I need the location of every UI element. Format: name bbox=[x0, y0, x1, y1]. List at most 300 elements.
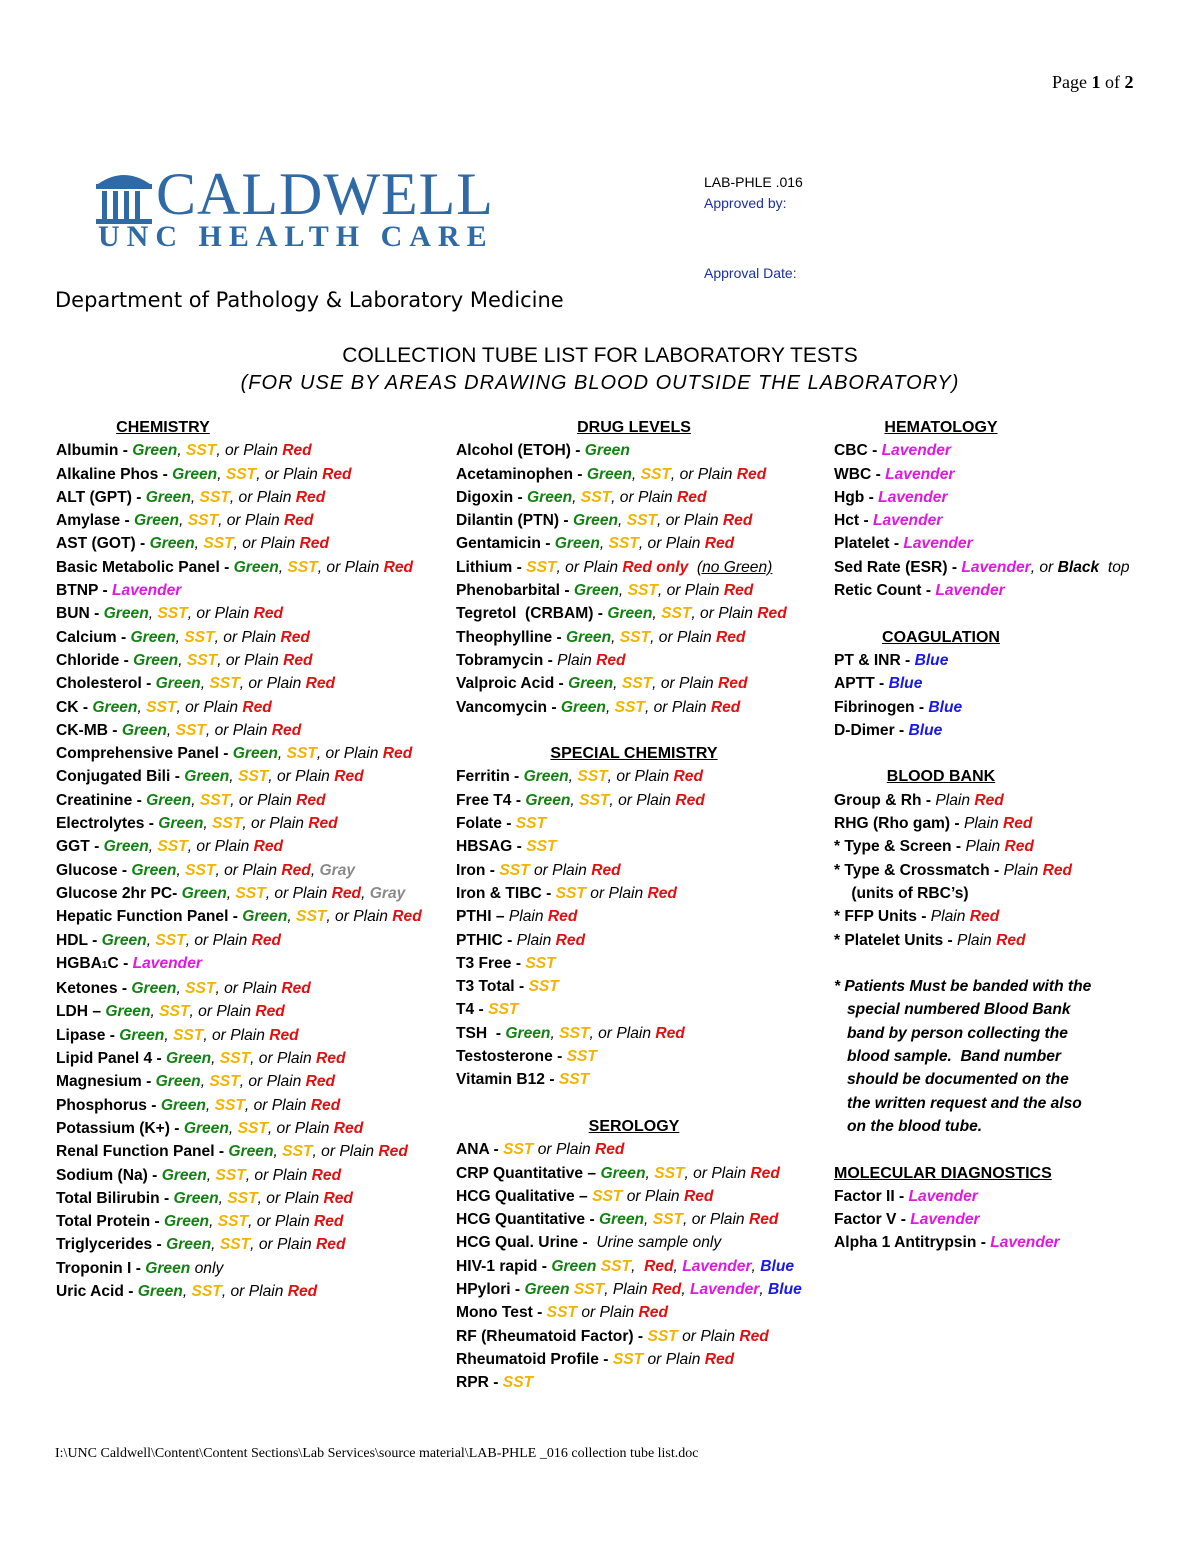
tube-plain: or bbox=[529, 861, 553, 879]
tube-sst: SST bbox=[296, 908, 327, 926]
tube-plain: , or bbox=[248, 1213, 275, 1231]
separator: - bbox=[135, 535, 150, 553]
test-name: * Platelet Units bbox=[834, 931, 944, 949]
tube-punct: , bbox=[218, 1189, 228, 1207]
test-row bbox=[56, 1233, 456, 1256]
test-name: Glucose bbox=[56, 861, 118, 879]
tube-plain: , or bbox=[217, 651, 245, 669]
tube-plain: Plain bbox=[671, 698, 711, 716]
tube-sst: SST bbox=[187, 512, 219, 530]
tube-green: Green bbox=[105, 1003, 151, 1021]
separator: - bbox=[131, 1259, 146, 1277]
separator: - bbox=[214, 1143, 229, 1161]
tube-green: Green bbox=[155, 1073, 201, 1091]
test-row bbox=[834, 812, 1174, 835]
test-row bbox=[456, 1068, 826, 1091]
tube-red: Red bbox=[269, 1026, 299, 1044]
tube-plain: Plain bbox=[963, 815, 1003, 833]
test-name: Acetaminophen bbox=[456, 465, 573, 483]
tube-sst: SST bbox=[282, 1143, 313, 1161]
separator: - bbox=[78, 698, 93, 716]
test-name: PTHI bbox=[456, 908, 492, 926]
tube-plain: , or bbox=[267, 1119, 295, 1137]
blood-bank-note-line: blood sample. Band number bbox=[834, 1048, 1062, 1066]
tube-red: Red bbox=[677, 488, 707, 506]
tube-punct: , bbox=[572, 488, 581, 506]
test-row bbox=[56, 463, 456, 486]
section-spacer bbox=[834, 742, 1174, 765]
tube-plain: Plain bbox=[583, 558, 623, 576]
tube-punct: , bbox=[178, 651, 187, 669]
tube-green: Green bbox=[145, 1259, 191, 1277]
test-name: HCG Quantitative bbox=[456, 1211, 586, 1229]
test-name: Chloride bbox=[56, 651, 120, 669]
tube-plain: or bbox=[585, 884, 609, 902]
tube-red: Red bbox=[251, 931, 282, 949]
tube-punct: , bbox=[228, 1119, 238, 1137]
separator: - bbox=[559, 512, 573, 530]
tube-plain: , or bbox=[644, 698, 672, 716]
tube-punct: , bbox=[146, 931, 156, 949]
separator: - bbox=[947, 558, 962, 576]
tube-sst: SST bbox=[214, 1096, 245, 1114]
tube-plain: Plain bbox=[292, 884, 332, 902]
tube-red: Red bbox=[281, 861, 311, 879]
tube-plain: Plain bbox=[244, 651, 284, 669]
tube-plain: , or bbox=[239, 1073, 267, 1091]
tube-plain: , or bbox=[312, 1143, 340, 1161]
tube-green: Green bbox=[183, 1119, 229, 1137]
test-row bbox=[456, 1162, 826, 1185]
separator: - bbox=[172, 884, 182, 902]
test-name: Rheumatoid Profile bbox=[456, 1350, 599, 1368]
tube-sst: SST bbox=[286, 745, 317, 763]
test-row bbox=[56, 929, 456, 952]
tube-plain: , or bbox=[317, 558, 345, 576]
tube-plain: , or bbox=[316, 745, 344, 763]
tube-green: Green bbox=[181, 884, 227, 902]
test-name: * FFP Units bbox=[834, 908, 917, 926]
tube-sst: SST bbox=[209, 675, 240, 693]
tube-plain: Plain bbox=[266, 675, 306, 693]
tube-plain: Plain bbox=[665, 535, 705, 553]
test-row bbox=[456, 1185, 826, 1208]
tube-sst: SST bbox=[559, 1024, 590, 1042]
tube-sst: SST bbox=[227, 1189, 258, 1207]
separator: - bbox=[116, 628, 131, 646]
tube-plain: only bbox=[190, 1259, 224, 1277]
tube-sst: SST bbox=[199, 488, 230, 506]
tube-green: Green bbox=[525, 791, 571, 809]
test-name: WBC bbox=[834, 465, 872, 483]
test-name: Group & Rh bbox=[834, 791, 922, 809]
tube-red: Red bbox=[622, 558, 652, 576]
test-row bbox=[456, 1045, 826, 1068]
tube-plain: , or bbox=[229, 488, 257, 506]
tube-green: Green bbox=[103, 838, 149, 856]
tube-plain: Plain bbox=[232, 721, 272, 739]
test-name: T4 bbox=[456, 1001, 475, 1019]
separator: - bbox=[123, 1282, 138, 1300]
tube-red: Red bbox=[710, 698, 741, 716]
tube-red: Red bbox=[283, 651, 313, 669]
tube-punct: , bbox=[176, 980, 186, 998]
separator: - bbox=[512, 838, 527, 856]
separator: - bbox=[170, 768, 185, 786]
tube-green: Green bbox=[166, 1050, 212, 1068]
test-name: Electrolytes bbox=[56, 815, 145, 833]
tube-punct: , bbox=[681, 1280, 691, 1298]
separator: - bbox=[537, 1257, 552, 1275]
test-row bbox=[56, 1164, 456, 1187]
tube-sst: SST bbox=[546, 1304, 577, 1322]
tube-plain: , or bbox=[239, 675, 267, 693]
test-row bbox=[456, 812, 826, 835]
tube-plain: or bbox=[577, 1304, 600, 1322]
tube-plain: , or bbox=[650, 628, 677, 646]
tube-green: Green bbox=[232, 745, 278, 763]
tube-red: Red bbox=[313, 1213, 344, 1231]
tube-red: Red bbox=[255, 1003, 285, 1021]
tube-plain: Plain bbox=[242, 861, 282, 879]
tube-plain: Plain bbox=[935, 791, 975, 809]
building-icon bbox=[94, 168, 154, 226]
test-row bbox=[56, 696, 456, 719]
tube-punct: , bbox=[287, 908, 297, 926]
tube-plain: Plain bbox=[242, 980, 282, 998]
test-row bbox=[834, 929, 1174, 952]
test-name: T3 Total bbox=[456, 978, 515, 996]
tube-sst: SST bbox=[186, 651, 218, 669]
tube-sst: SST bbox=[652, 1211, 684, 1229]
separator: - bbox=[889, 535, 904, 553]
separator: - bbox=[554, 675, 569, 693]
tube-plain: Plain bbox=[616, 1024, 656, 1042]
separator: - bbox=[951, 838, 966, 856]
test-name: TSH bbox=[456, 1024, 492, 1042]
logo-subtitle: UNC HEALTH CARE bbox=[98, 220, 494, 253]
tube-plain: Plain bbox=[294, 1119, 334, 1137]
tube-punct: , bbox=[673, 1257, 683, 1275]
separator: - bbox=[859, 512, 873, 530]
tube-sst: SST bbox=[647, 1327, 678, 1345]
tube-red: Red bbox=[378, 1143, 408, 1161]
test-name: Basic Metabolic Panel bbox=[56, 558, 220, 576]
separator: - bbox=[864, 488, 879, 506]
tube-sst: SST bbox=[237, 768, 269, 786]
tube-red: Red bbox=[974, 791, 1004, 809]
tube-punct: , bbox=[229, 768, 238, 786]
test-row bbox=[456, 486, 826, 509]
tube-gray: Gray bbox=[319, 861, 356, 879]
test-row bbox=[456, 859, 826, 882]
tube-punct: , bbox=[759, 1280, 769, 1298]
tube-punct: , bbox=[570, 791, 580, 809]
tube-plain: Plain bbox=[248, 1282, 288, 1300]
separator: - bbox=[633, 1327, 648, 1345]
test-name: HGBA1C bbox=[56, 954, 119, 972]
test-name: HBSAG bbox=[456, 838, 513, 856]
tube-green: Green bbox=[568, 675, 614, 693]
test-name: PT & INR bbox=[834, 651, 901, 669]
tube-sst: SST bbox=[146, 698, 177, 716]
tube-plain: , or bbox=[265, 884, 293, 902]
test-name: HDL bbox=[56, 931, 88, 949]
tube-plain: Plain bbox=[711, 1164, 751, 1182]
tube-red: Red bbox=[969, 908, 1000, 926]
separator: - bbox=[89, 605, 104, 623]
tube-green: Green bbox=[551, 1257, 601, 1275]
test-name: Testosterone bbox=[456, 1048, 553, 1066]
tube-plain: Plain bbox=[277, 1236, 317, 1254]
tube-green: Green bbox=[573, 582, 619, 600]
tube-sst: SST bbox=[654, 1164, 685, 1182]
test-name: D-Dimer bbox=[834, 721, 895, 739]
tube-plainu: (no Green) bbox=[696, 558, 773, 576]
tube-plain: , or bbox=[187, 838, 215, 856]
tube-plain: Plain bbox=[508, 908, 548, 926]
tube-lav: Lavender bbox=[881, 442, 951, 460]
test-name: Hepatic Function Panel bbox=[56, 908, 229, 926]
tube-sst: SST bbox=[212, 815, 243, 833]
approval-date: Approval Date: bbox=[704, 265, 797, 281]
tube-punct: , bbox=[148, 838, 158, 856]
test-name: * Type & Screen bbox=[834, 838, 952, 856]
tube-plain: , or bbox=[233, 535, 261, 553]
tube-red: Red bbox=[331, 884, 362, 902]
test-name: Gentamicin bbox=[456, 535, 541, 553]
tube-red: Red bbox=[305, 675, 336, 693]
tube-sst: SST bbox=[159, 1003, 190, 1021]
tube-lav: Lavender bbox=[878, 488, 948, 506]
tube-punct: , bbox=[310, 861, 320, 879]
tube-red: Red bbox=[280, 628, 310, 646]
separator: - bbox=[572, 465, 587, 483]
blood-bank-note-line: the written request and the also bbox=[834, 1094, 1082, 1112]
tube-red: Red bbox=[591, 861, 621, 879]
tube-punct: , bbox=[277, 745, 287, 763]
separator: - bbox=[509, 768, 524, 786]
tube-plain: , or bbox=[611, 488, 638, 506]
test-row bbox=[56, 1047, 456, 1070]
tube-sst: SST bbox=[600, 1257, 632, 1275]
separator: - bbox=[532, 1304, 547, 1322]
blood-bank-note-line: band by person collecting the bbox=[834, 1024, 1068, 1042]
department-name: Department of Pathology & Laboratory Medicine bbox=[55, 288, 564, 312]
test-row bbox=[456, 929, 826, 952]
tube-green: Green bbox=[164, 1213, 210, 1231]
doc-id: LAB-PHLE .016 bbox=[704, 174, 803, 190]
tube-red: Red bbox=[704, 535, 735, 553]
tube-sst: SST bbox=[608, 535, 639, 553]
test-name: Vitamin B12 bbox=[456, 1071, 545, 1089]
separator: - bbox=[914, 698, 929, 716]
tube-lav: Lavender bbox=[690, 1280, 760, 1298]
tube-green: Green bbox=[146, 791, 192, 809]
tube-sst: SST bbox=[209, 1073, 240, 1091]
test-name: Lipase bbox=[56, 1026, 106, 1044]
tube-punct: , bbox=[148, 605, 158, 623]
page-label: Page bbox=[1052, 72, 1087, 92]
section-heading: BLOOD BANK bbox=[886, 768, 996, 786]
tube-plain: Plain bbox=[203, 698, 243, 716]
tube-red: Red bbox=[673, 768, 704, 786]
test-name: Vancomycin bbox=[456, 698, 548, 716]
separator: - bbox=[132, 791, 147, 809]
tube-plain: Plain bbox=[684, 582, 724, 600]
tube-sst: SST bbox=[287, 558, 318, 576]
tube-green: Green bbox=[155, 675, 201, 693]
tube-punct: , bbox=[550, 1024, 560, 1042]
test-name: Sodium (Na) bbox=[56, 1166, 148, 1184]
caldwell-logo bbox=[94, 162, 514, 254]
tube-sst: SST bbox=[157, 838, 188, 856]
tube-green: Green bbox=[149, 535, 195, 553]
tube-punct: , bbox=[652, 605, 662, 623]
test-row bbox=[456, 1278, 826, 1301]
test-row bbox=[56, 626, 456, 649]
test-name: Comprehensive Panel bbox=[56, 745, 219, 763]
test-name: Total Protein bbox=[56, 1213, 151, 1231]
tube-blue: Blue bbox=[908, 721, 943, 739]
tube-red: Red bbox=[281, 980, 311, 998]
tube-sst: SST bbox=[219, 1050, 251, 1068]
test-row bbox=[456, 975, 826, 998]
test-row bbox=[56, 532, 456, 555]
separator: - bbox=[474, 1001, 489, 1019]
tube-green: Green bbox=[131, 861, 177, 879]
test-row bbox=[56, 509, 456, 532]
test-name: ALT (GPT) bbox=[56, 488, 132, 506]
test-name: Troponin I bbox=[56, 1259, 132, 1277]
document-meta bbox=[704, 174, 803, 286]
tube-plain: , or bbox=[652, 675, 680, 693]
separator: - bbox=[118, 954, 133, 972]
column-hematology-coag-bloodbank bbox=[834, 416, 1174, 1255]
test-name: GGT bbox=[56, 838, 90, 856]
tube-red: Red bbox=[287, 1282, 318, 1300]
tube-plain: , or bbox=[218, 512, 245, 530]
tube-plain: , or bbox=[230, 791, 258, 809]
test-name: BTNP bbox=[56, 582, 99, 600]
tube-sst: SST bbox=[579, 791, 610, 809]
test-row bbox=[834, 579, 1174, 602]
test-name: Ketones bbox=[56, 980, 118, 998]
tube-blue: Blue bbox=[760, 1257, 795, 1275]
section-spacer bbox=[456, 719, 826, 742]
tube-sst: SST bbox=[157, 605, 188, 623]
separator: - bbox=[552, 1048, 567, 1066]
tube-green: Green bbox=[134, 512, 180, 530]
tube-red: Red bbox=[723, 582, 754, 600]
separator: – bbox=[583, 1164, 601, 1182]
tube-punct: , bbox=[182, 1282, 192, 1300]
separator: - bbox=[543, 651, 558, 669]
tube-plain: Plain bbox=[283, 465, 323, 483]
separator: - bbox=[146, 1096, 161, 1114]
separator: – bbox=[574, 1187, 593, 1205]
test-name: Hct bbox=[834, 512, 860, 530]
tube-green: Green bbox=[554, 535, 600, 553]
separator: - bbox=[120, 512, 135, 530]
test-name: BUN bbox=[56, 605, 90, 623]
tube-sst: SST bbox=[237, 1119, 268, 1137]
tube-plain: Plain bbox=[683, 512, 723, 530]
separator: - bbox=[488, 1374, 503, 1392]
test-name: HCG Qualitative bbox=[456, 1187, 575, 1205]
test-name: Mono Test bbox=[456, 1304, 533, 1322]
separator: - bbox=[921, 791, 936, 809]
separator: - bbox=[513, 488, 528, 506]
tube-plain: , or bbox=[203, 1026, 231, 1044]
tube-sst: SST bbox=[566, 1048, 597, 1066]
blood-bank-note-line: on the blood tube. bbox=[834, 1117, 983, 1135]
tube-red: Red bbox=[299, 535, 329, 553]
tube-red: Red bbox=[996, 931, 1026, 949]
tube-red: Red bbox=[316, 1050, 346, 1068]
section-heading: MOLECULAR DIAGNOSTICS bbox=[834, 1164, 1052, 1182]
tube-green: Green bbox=[524, 1280, 574, 1298]
test-row bbox=[56, 1117, 456, 1140]
section-heading: SPECIAL CHEMISTRY bbox=[550, 745, 718, 763]
test-name: HCG Qual. Urine bbox=[456, 1234, 579, 1252]
tube-blue: Blue bbox=[928, 698, 963, 716]
separator: - bbox=[900, 651, 915, 669]
tube-plain: , or bbox=[638, 535, 666, 553]
test-name: Triglycerides bbox=[56, 1236, 153, 1254]
tube-red: Red bbox=[295, 488, 326, 506]
test-row bbox=[56, 579, 456, 602]
tube-plain: Plain bbox=[709, 1211, 749, 1229]
tube-plain: , or bbox=[657, 582, 685, 600]
tube-plain: , or bbox=[268, 768, 296, 786]
test-row bbox=[456, 905, 826, 928]
tube-plain: Plain bbox=[277, 1050, 317, 1068]
tube-green: Green bbox=[505, 1024, 551, 1042]
tube-punct: , bbox=[209, 1213, 218, 1231]
tube-green: Green bbox=[92, 698, 138, 716]
tube-red: Red bbox=[675, 791, 705, 809]
tube-plain: , or bbox=[684, 1164, 712, 1182]
tube-punct: , bbox=[604, 1280, 613, 1298]
test-name: * Type & Crossmatch bbox=[834, 861, 990, 879]
separator: - bbox=[896, 1211, 911, 1229]
test-name: APTT bbox=[834, 675, 875, 693]
separator: - bbox=[552, 628, 567, 646]
tube-green: Green bbox=[228, 1143, 274, 1161]
tube-lav: Lavender bbox=[935, 582, 1005, 600]
tube-plain: , or bbox=[242, 815, 270, 833]
separator: - bbox=[570, 442, 585, 460]
tube-red: Red bbox=[638, 1304, 669, 1322]
separator: - bbox=[131, 488, 146, 506]
tube-green: Green bbox=[130, 628, 176, 646]
separator: - bbox=[144, 815, 159, 833]
tube-green: Green bbox=[523, 768, 569, 786]
tube-red: Red bbox=[296, 791, 326, 809]
test-continuation: (units of RBC’s) bbox=[834, 884, 969, 902]
tube-punct: , bbox=[203, 815, 213, 833]
tube-punct: , bbox=[191, 791, 200, 809]
tube-punct: , bbox=[177, 442, 186, 460]
tube-red: Red bbox=[310, 1096, 341, 1114]
tube-gray: Gray bbox=[369, 884, 406, 902]
test-name: RHG (Rho gam) bbox=[834, 815, 951, 833]
test-row bbox=[456, 556, 826, 579]
tube-plain: , or bbox=[691, 605, 719, 623]
tube-sst: SST bbox=[225, 465, 257, 483]
tube-plain: or bbox=[622, 1187, 645, 1205]
